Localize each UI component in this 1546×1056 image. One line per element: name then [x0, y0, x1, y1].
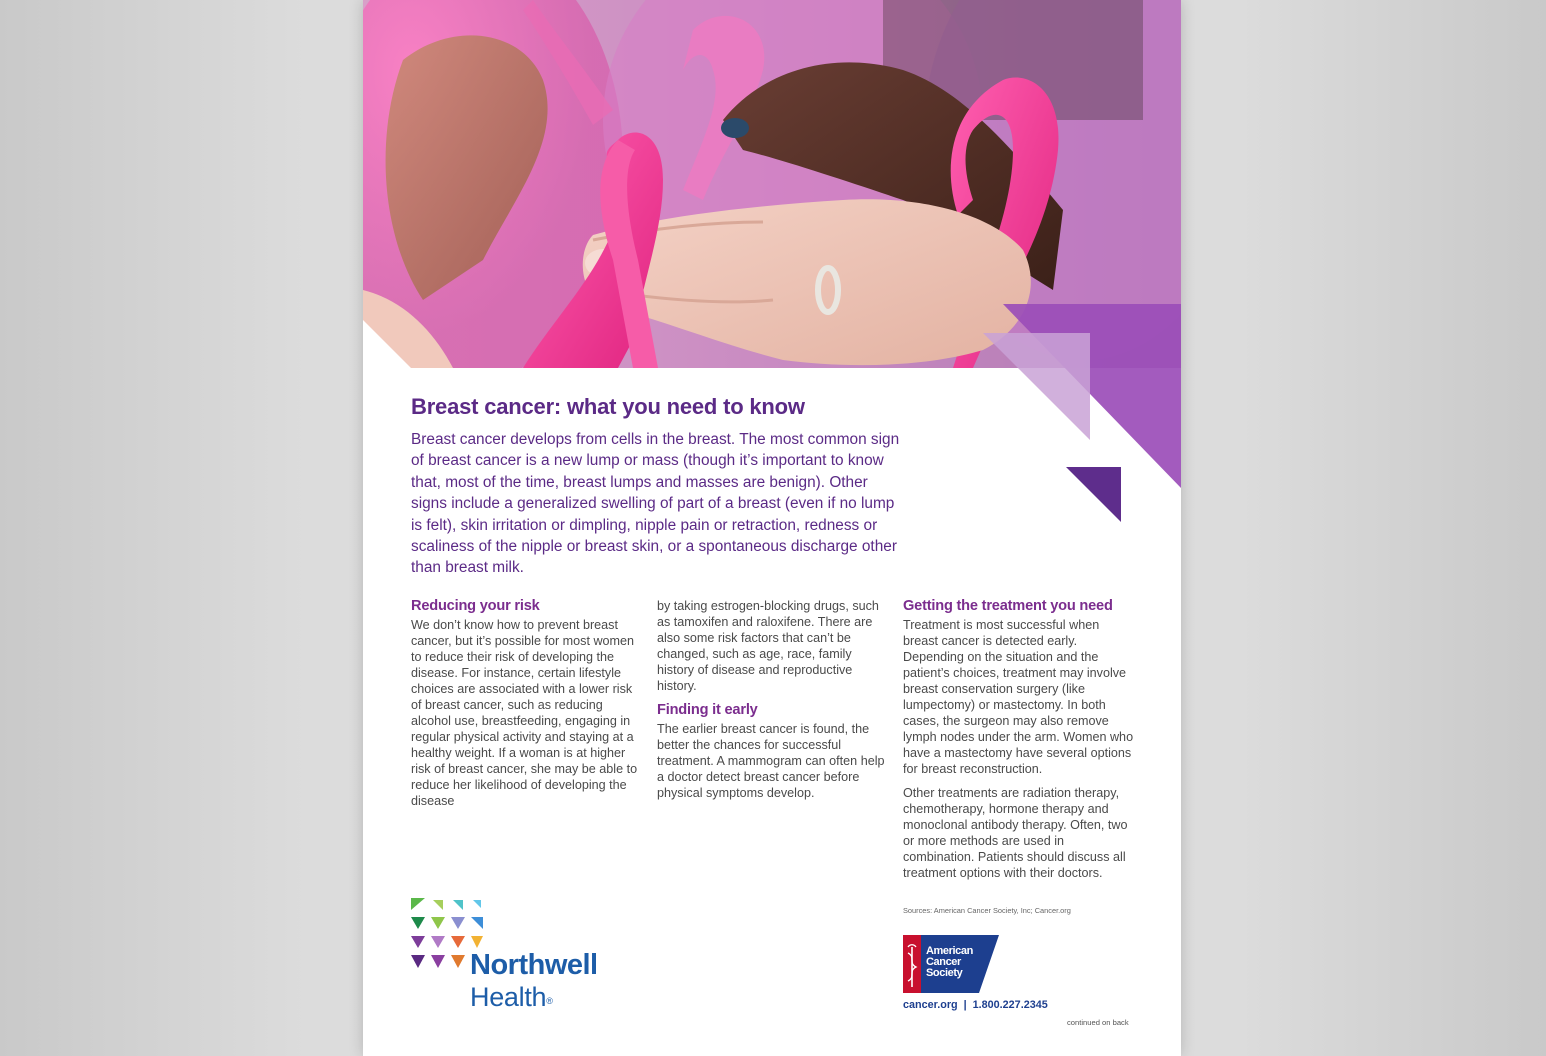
contact-separator: | [963, 999, 967, 1011]
body-treatment-1: Treatment is most successful when breast cancer is detected early. Depending on the situation and the patient’s choices, treatment may involve breast conservation surgery (like lumpectomy) or mastectomy. In both cases, the surgeon may also remove lymph nodes under the arm. Women who have a mastectomy have several options for breast reconstruction. [903, 618, 1134, 776]
heading-finding-early: Finding it early [657, 702, 758, 718]
column-middle [657, 598, 885, 801]
body-reducing-risk: We don’t know how to prevent breast cancer, but it’s possible for most women to reduce their risk of developing the disease. For instance, certain lifestyle choices are associated with a lower risk of breast cancer, such as reducing alcohol use, breastfeeding, engaging in regular physical activity and staying at a healthy weight. If a woman is at higher risk of breast cancer, she may be able to reduce her likelihood of developing the disease [411, 618, 638, 808]
body-finding-early: The earlier breast cancer is found, the better the chances for successful treatment. A mammogram can often help a doctor detect breast cancer before physical symptoms develop. [657, 722, 885, 800]
hero-image [363, 0, 1181, 368]
intro-paragraph: Breast cancer develops from cells in the breast. The most common sign of breast cancer is a new lump or mass (though it’s important to know that, most of the time, breast lumps and masses are benign). Other signs include a generalized swelling of part of a breast (even if no lump is felt), skin irritation or dimpling, nipple pain or retraction, redness or scaliness of the nipple or breast skin, or a spontaneous discharge other than breast milk. [411, 431, 900, 577]
acs-website-link[interactable]: cancer.org [903, 999, 958, 1011]
heading-treatment: Getting the treatment you need [903, 598, 1113, 614]
body-treatment-2: Other treatments are radiation therapy, chemotherapy, hormone therapy and monoclonal antibody therapy. Often, two or more methods are used in combination. Patients should discuss all treatment options with their doctors. [903, 786, 1128, 880]
body-reducing-risk-continued: by taking estrogen-blocking drugs, such as tamoxifen and raloxifene. There are also some risk factors that can’t be changed, such as age, race, family history of disease and reproductive history. [657, 599, 879, 693]
continued-note: continued on back [1067, 1018, 1129, 1027]
heading-reducing-risk: Reducing your risk [411, 598, 540, 614]
registered-mark: ® [546, 996, 553, 1006]
flyer-page [363, 0, 1181, 1056]
pink-ribbons-photo-icon [363, 0, 1181, 368]
northwell-name: Northwell [470, 949, 598, 981]
acs-phone[interactable]: 1.800.227.2345 [972, 999, 1048, 1011]
sources-note: Sources: American Cancer Society, Inc; Cancer.org [903, 906, 1071, 915]
document-title: Breast cancer: what you need to know [411, 394, 805, 419]
column-reducing-risk [411, 598, 639, 809]
northwell-health: Health® [470, 982, 553, 1012]
column-treatment [903, 598, 1135, 881]
acs-contact [903, 999, 1048, 1011]
acs-logo-text: American Cancer Society [926, 945, 973, 979]
